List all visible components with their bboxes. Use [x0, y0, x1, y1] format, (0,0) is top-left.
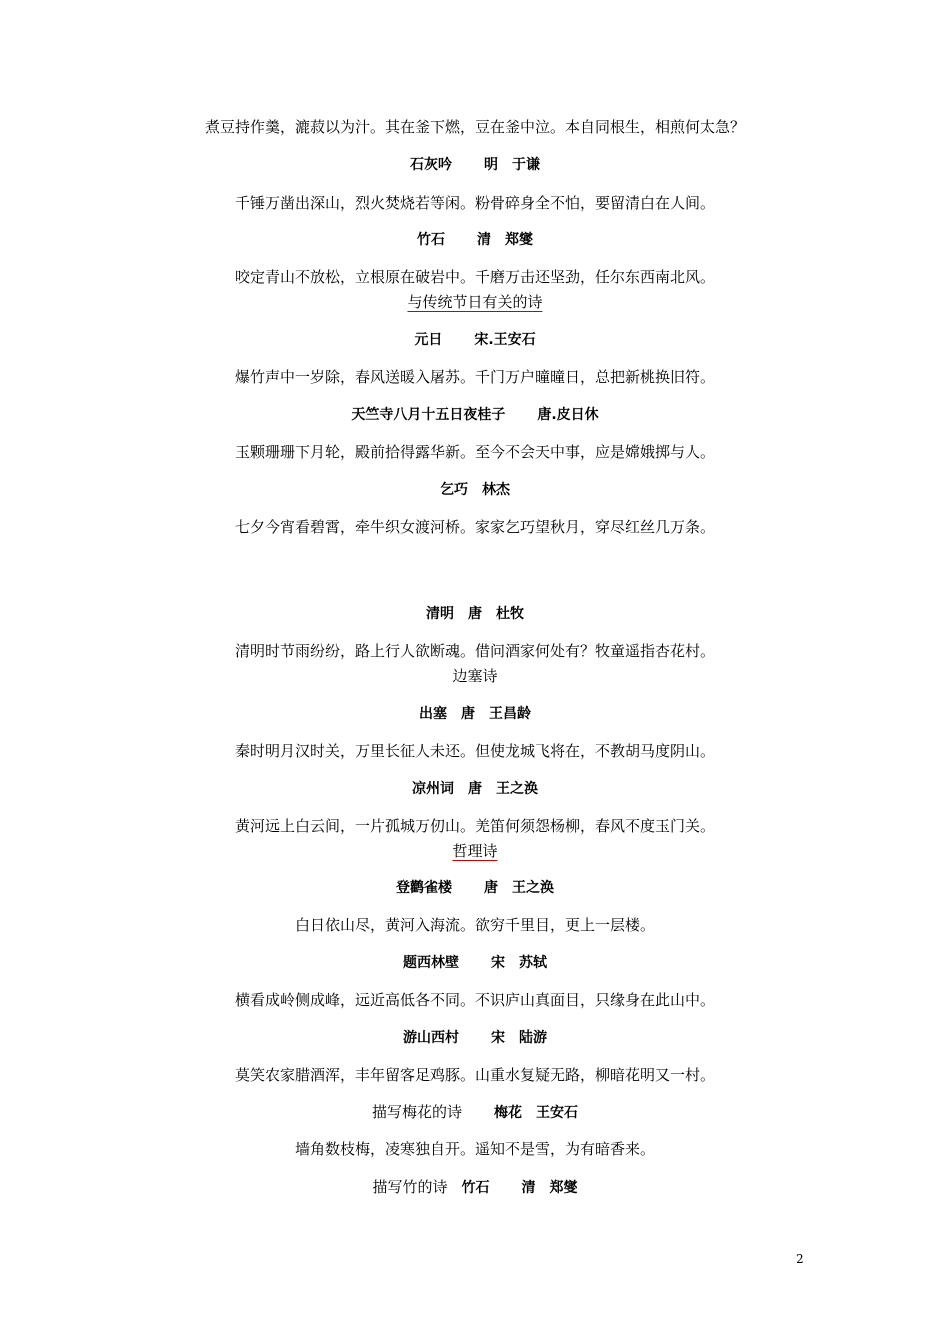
- poem-title: [0, 1177, 950, 1198]
- title-text: 梅花: [494, 1105, 522, 1121]
- section-heading-text: 与传统节日有关的诗: [407, 293, 543, 311]
- dynasty-text: 宋: [491, 1030, 505, 1046]
- section-heading-text: 边塞诗: [452, 667, 498, 685]
- poem-title: [0, 878, 950, 898]
- poem-line: 秦时明月汉时关，万里长征人未还。但使龙城飞将在，不教胡马度阴山。: [234, 742, 715, 760]
- poem-title: [0, 405, 950, 425]
- author-text: 王安石: [536, 1105, 578, 1121]
- poem-line: 横看成岭侧成峰，远近高低各不同。不识庐山真面目，只缘身在此山中。: [234, 991, 715, 1009]
- poem-title: [0, 779, 950, 799]
- author-text: 唐.皮日休: [537, 407, 599, 423]
- dynasty-text: 宋: [491, 955, 505, 971]
- poem-title: [0, 480, 950, 500]
- section-heading: [0, 292, 950, 312]
- title-text: 清明: [426, 606, 454, 622]
- author-text: 郑燮: [505, 232, 533, 248]
- author-text: 林杰: [482, 482, 510, 498]
- dynasty-text: 唐: [468, 606, 482, 622]
- author-text: 于谦: [512, 157, 540, 173]
- title-text: 出塞: [419, 706, 447, 722]
- poem-line: 清明时节雨纷纷，路上行人欲断魂。借问酒家何处有？牧童遥指杏花村。: [234, 642, 715, 660]
- section-heading: [0, 841, 950, 861]
- poem-title: [0, 704, 950, 724]
- poem-line: 黄河远上白云间，一片孤城万仞山。羌笛何须怨杨柳，春风不度玉门关。: [234, 817, 715, 835]
- poem-line: 千锤万凿出深山，烈火焚烧若等闲。粉骨碎身全不怕，要留清白在人间。: [234, 194, 715, 212]
- section-heading-text: 哲理诗: [452, 842, 498, 860]
- author-text: 陆游: [519, 1030, 547, 1046]
- poem-title: [0, 1102, 950, 1123]
- title-text: 游山西村: [403, 1030, 459, 1046]
- dynasty-text: 唐: [468, 781, 482, 797]
- poem-line: 白日依山尽，黄河入海流。欲穷千里目，更上一层楼。: [294, 916, 655, 934]
- author-text: 苏轼: [519, 955, 547, 971]
- author-text: 王之涣: [512, 880, 554, 896]
- title-text: 竹石: [461, 1180, 490, 1196]
- poem-title: [0, 1028, 950, 1048]
- author-text: 杜牧: [496, 606, 524, 622]
- author-text: 王昌龄: [489, 706, 531, 722]
- poem-line: 七夕今宵看碧霄，牵牛织女渡河桥。家家乞巧望秋月，穿尽红丝几万条。: [234, 518, 715, 536]
- poem-title: [0, 604, 950, 624]
- author-text: 王之涣: [496, 781, 538, 797]
- poem-line: 咬定青山不放松，立根原在破岩中。千磨万击还坚劲，任尔东西南北风。: [234, 268, 715, 286]
- poem-title: [0, 330, 950, 350]
- dynasty-text: 唐: [484, 880, 498, 896]
- title-text: 元日: [414, 332, 443, 348]
- dynasty-text: 清: [477, 232, 491, 248]
- title-text: 石灰吟: [410, 157, 452, 173]
- poem-title: [0, 953, 950, 973]
- author-text: 郑燮: [549, 1180, 578, 1196]
- dynasty-text: 清: [521, 1180, 536, 1196]
- title-text: 题西林壁: [403, 955, 459, 971]
- title-text: 天竺寺八月十五日夜桂子: [351, 407, 506, 423]
- page-number: 2: [796, 1252, 804, 1266]
- title-text: 凉州词: [412, 781, 454, 797]
- poem-title: [0, 230, 950, 250]
- poem-line: 莫笑农家腊酒浑，丰年留客足鸡豚。山重水复疑无路，柳暗花明又一村。: [234, 1066, 715, 1084]
- poem-title: [0, 155, 950, 175]
- dynasty-text: 唐: [461, 706, 475, 722]
- category-label: 描写竹的诗: [372, 1178, 448, 1196]
- poem-line: 爆竹声中一岁除，春风送暖入屠苏。千门万户曈曈日，总把新桃换旧符。: [234, 368, 715, 386]
- poem-line: 墙角数枝梅，凌寒独自开。遥知不是雪，为有暗香来。: [294, 1140, 655, 1158]
- title-text: 竹石: [417, 232, 445, 248]
- title-text: 乞巧: [440, 482, 468, 498]
- category-label: 描写梅花的诗: [371, 1103, 462, 1121]
- poem-line: 煮豆持作羹，漉菽以为汁。其在釜下燃，豆在釜中泣。本自同根生，相煎何太急？: [204, 118, 745, 136]
- poem-line: 玉颗珊珊下月轮，殿前拾得露华新。至今不会天中事，应是嫦娥掷与人。: [234, 443, 715, 461]
- dynasty-text: 明: [484, 157, 498, 173]
- section-heading: [0, 666, 950, 686]
- title-text: 登鹳雀楼: [396, 880, 452, 896]
- author-text: 宋.王安石: [474, 332, 536, 348]
